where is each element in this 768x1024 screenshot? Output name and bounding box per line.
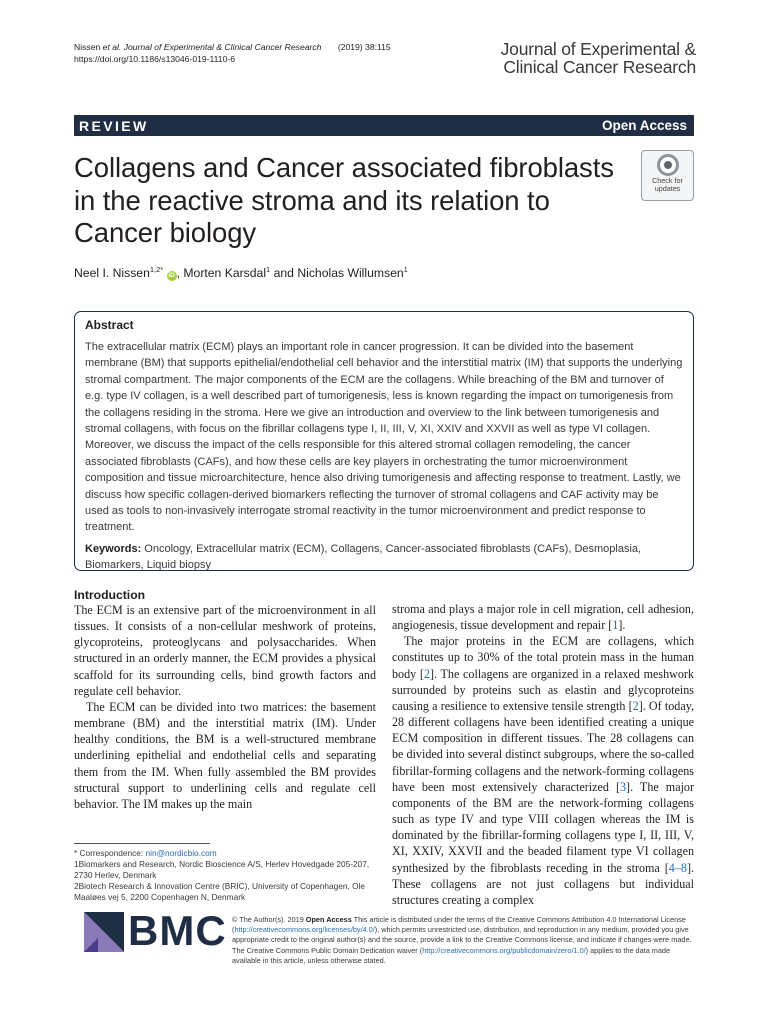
right-p1-end: ]. [618,618,626,633]
license-a: © The Author(s). 2019 [232,915,306,924]
footnote [74,848,374,903]
citation-header [74,41,391,65]
open-access-label: Open Access [601,118,687,133]
citation-ref[interactable]: 1 [612,618,619,633]
bmc-logo-icon [84,912,124,952]
body-column-left [74,588,376,812]
journal-name-line1: Journal of Experimental & [500,39,696,59]
orcid-icon[interactable]: iD [168,272,175,280]
doi-link[interactable]: https://doi.org/10.1186/s13046-019-1110-6 [74,54,236,64]
article-type-bar [74,115,694,136]
author-list [74,265,408,281]
author-2-sup: 1 [266,265,271,274]
right-p2-text-c: ]. Of today, 28 different collagens have been identified creating a unique ECM composition in different tissues. The 28 collagens can be divided into several distinct subgroups, where the so-called fibrillar-forming collagens and the network-forming collagens have been most extensively characterized [ [392,698,694,794]
citation-ref[interactable]: 4–8 [668,860,687,875]
section-heading-introduction: Introduction [74,588,146,602]
citation-year: (2019) 38:115 [337,42,391,52]
citation-journal: et al. Journal of Experimental & Clinical Cancer Research [102,42,322,52]
right-p2-text-b: ]. The collagens are organized in a relaxed meshwork surrounded by proteins such as elastin and glycoproteins causing a resilience to extensive tensile strength [ [392,666,694,713]
citation-ref[interactable]: 2 [632,698,639,713]
updates-line2: updates [654,184,681,193]
right-paragraph-1 [392,601,694,633]
bmc-logo-text: BMC [128,907,227,954]
right-p1-text: stroma and plays a major role in cell migration, cell adhesion, angiogenesis, tissue development and repair [ [392,602,694,633]
author-1[interactable]: Neel I. Nissen [74,266,150,281]
license-d: ) applies to the data made available in this article, unless otherwise stated. [232,945,671,965]
license-b: This article is distributed under the terms of the Creative Commons Attribution 4.0 International License ( [232,915,686,935]
abstract-box [74,311,694,571]
intro-paragraph-2: The ECM can be divided into two matrices: the basement membrane (BM) and the interstitial matrix (IM). Under healthy conditions, the BM is a well-structured membrane underlining epithelial and endothelial cells and separating them from the IM. When fully assembled the BM provides structural support to underlining cells and regulate cell behavior. The IM makes up the main [74,699,376,811]
citation-authors: Nissen [74,42,101,52]
license-c: ), which permits unrestricted use, distribution, and reproduction in any medium, provided you give appropriate credit to the original author(s) and the source, provide a link to the Creative Commons license, and indicate if changes were made. The Creative Commons Public Domain Dedication waiver ( [232,925,692,955]
correspondence-email[interactable]: nin@nordicbio.com [145,848,217,858]
license-open-access: Open Access [305,915,352,924]
abstract-heading: Abstract [85,318,134,332]
right-p2-text-d: ]. The major components of the BM are the network-forming collagens such as type IV and type VIII collagen whereas the IM is dominated by the fibrillar-forming collagens type I, II, III, V, XI, XXIV, XXVII and the beaded filament type VI collagen synthesized by the fibroblasts receding in the stroma [ [392,779,694,875]
affiliation-1: 1Biomarkers and Research, Nordic Bioscience A/S, Herlev Hovedgade 205-207, 2730 Herlev, Denmark [74,859,370,880]
right-p2-text-a: The major proteins in the ECM are collagens, which constitutes up to 30% of the total protein mass in the human body [ [392,634,694,681]
right-paragraph-2 [392,633,694,908]
citation-ref[interactable]: 2 [423,666,430,681]
keywords [85,541,683,574]
citation-ref[interactable]: 3 [620,779,627,794]
author-3-sup: 1 [403,265,408,274]
journal-name-line2: Clinical Cancer Research [503,57,696,77]
footnote-rule [74,843,210,844]
intro-paragraph-1: The ECM is an extensive part of the microenvironment in all tissues. It consists of a non-cellular meshwork of proteins, glycoproteins, proteoglycans and polysaccharides. When structured in an orderly manner, the ECM provides a physical scaffold for its surrounding cells, bind growth factors and regulate cell behavior. [74,603,376,698]
keywords-label: Keywords: [85,542,142,555]
journal-name [501,40,696,76]
license-url-cc-by[interactable]: http://creativecommons.org/licenses/by/4.0/ [234,925,375,935]
updates-line1: Check for [652,176,683,185]
article-title [74,152,614,250]
affiliation-2: 2Biotech Research & Innovation Centre (BRIC), University of Copenhagen, Ole Maaløes vej 5, 2200 Copenhagen N, Denmark [74,881,365,902]
author-1-sup: 1,2* [149,265,164,274]
keywords-list: Oncology, Extracellular matrix (ECM), Collagens, Cancer-associated fibroblasts (CAFs), Desmoplasia, Biomarkers, Liquid biopsy [85,542,642,572]
author-3[interactable]: and Nicholas Willumsen [270,266,404,281]
abstract-text: The extracellular matrix (ECM) plays an important role in cancer progression. It can be divided into the basement membrane (BM) that supports epithelial/endothelial cell behavior and the interstitial matrix (IM) that supports the underlying stromal compartment. The major components of the ECM are the collagens. While breaching of the BM and turnover of e.g. type IV collagen, is a well described part of tumorigenesis, less is known regarding the impact on tumorigenesis from the collagens residing in the stroma. Here we give an introduction and overview to the link between tumorigenesis and stromal collagens, with focus on the fibrillar collagens type I, II, III, V, XI, XXIV and XXVII as well as type VI collagen. Moreover, we discuss the impact of the cells responsible for this altered stromal collagen remodeling, the cancer associated fibroblasts (CAFs), and how these cells are key players in orchestrating the tumor microenvironment composition and tissue microarchitecture, hence also driving tumorigenesis and affecting response to treatment. Lastly, we discuss how specific collagen-derived biomarkers reflecting the turnover of stromal collagens and CAF activity may be used as tools to non-invasively interrogate stromal reactivity in the tumor microenvironment and predict response to treatment. [85,341,683,534]
title-line3: Cancer biology [74,217,257,248]
body-column-right [392,601,694,908]
author-2[interactable]: , Morten Karsdal [176,266,267,281]
crossmark-icon [657,154,679,176]
correspondence-label: * Correspondence: [74,848,146,858]
license-url-cc0[interactable]: http://creativecommons.org/publicdomain/zero/1.0/ [422,945,586,955]
title-line2: in the reactive stroma and its relation to [74,184,550,216]
license-text [232,915,696,966]
check-for-updates-badge[interactable] [641,150,694,201]
title-line1: Collagens and Cancer associated fibroblasts [74,152,614,183]
right-p2-text-e: ]. These collagens are not just collagens but individual structures creating a complex [392,860,694,907]
article-type-label: REVIEW [79,117,149,134]
